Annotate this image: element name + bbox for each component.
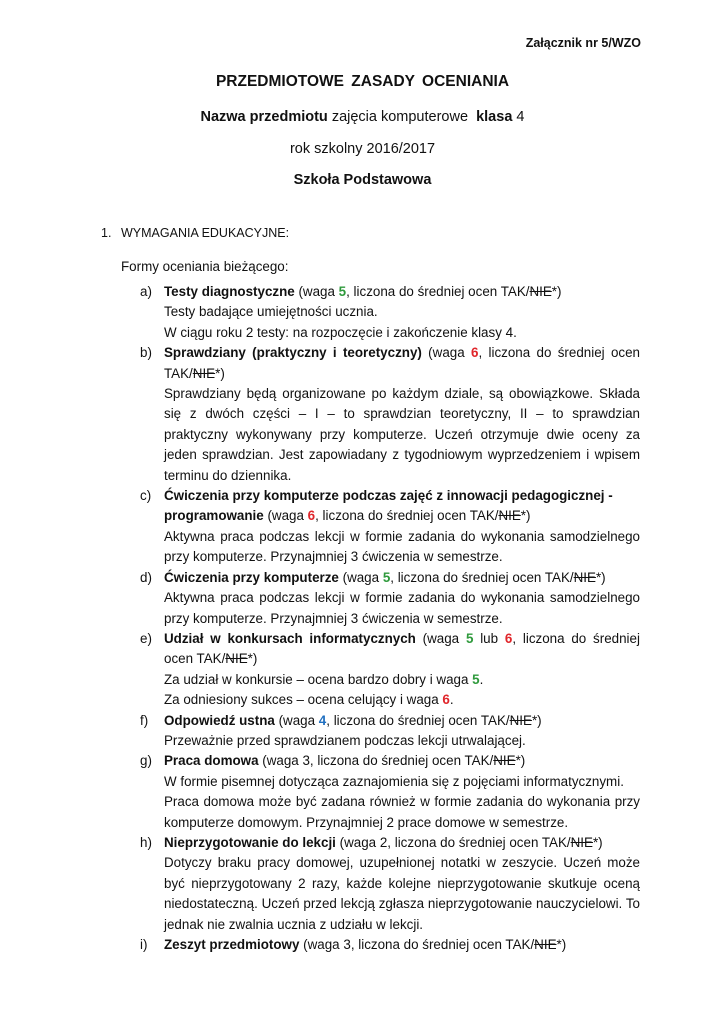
star-text: *) bbox=[515, 753, 526, 769]
item-name: Udział w konkursach informatycznych bbox=[164, 630, 416, 646]
success-weight: 6 bbox=[442, 692, 450, 708]
participation-text: Za udział w konkursie – ocena bardzo dobry i waga bbox=[164, 671, 469, 687]
annex-label: Załącznik nr 5/WZO bbox=[525, 36, 641, 50]
average-text: , liczona do średniej ocen TAK/ bbox=[309, 753, 494, 769]
assessment-list bbox=[140, 282, 640, 955]
weight-word: waga bbox=[271, 508, 304, 524]
subject-value: zajęcia komputerowe bbox=[331, 109, 469, 125]
list-item-i bbox=[140, 935, 640, 955]
section-heading bbox=[101, 226, 289, 240]
item-heading: Sprawdziany (praktyczny i teoretyczny) (waga 6, liczona do średniej ocen TAK/NIE*) bbox=[164, 345, 640, 381]
star-text: *) bbox=[247, 651, 258, 667]
star-text: *) bbox=[520, 508, 531, 524]
item-letter: b) bbox=[140, 345, 152, 361]
weight-value: 6 bbox=[307, 508, 316, 524]
item-heading: Nieprzygotowanie do lekcji (waga 2, liczona do średniej ocen TAK/NIE*) bbox=[164, 834, 603, 850]
list-item-b bbox=[140, 343, 640, 486]
item-letter: g) bbox=[140, 753, 152, 769]
item-desc-1: Testy badające umiejętności ucznia. bbox=[164, 304, 378, 320]
weight-word: waga bbox=[283, 712, 316, 728]
average-text: , liczona do średniej ocen TAK/ bbox=[387, 834, 571, 850]
class-value: 4 bbox=[516, 109, 525, 125]
list-item-h bbox=[140, 833, 640, 935]
list-item-g bbox=[140, 751, 640, 833]
item-name-line2: programowanie bbox=[164, 508, 264, 524]
item-letter: c) bbox=[140, 488, 152, 504]
item-name-line1: Ćwiczenia przy komputerze podczas zajęć z innowacji pedagogicznej - bbox=[164, 488, 613, 504]
average-text: , liczona do średniej ocen TAK/ bbox=[164, 630, 640, 667]
item-heading: Ćwiczenia przy komputerze (waga 5, liczona do średniej ocen TAK/NIE*) bbox=[164, 569, 606, 585]
or-word: lub bbox=[480, 630, 499, 646]
item-desc-2: W ciągu roku 2 testy: na rozpoczęcie i zakończenie klasy 4. bbox=[164, 324, 517, 340]
average-text: , liczona do średniej ocen TAK/ bbox=[164, 345, 640, 381]
weight-word: waga bbox=[432, 345, 465, 361]
item-heading: Udział w konkursach informatycznych (waga 5 lub 6, liczona do średniej ocen TAK/NIE*) bbox=[164, 630, 640, 667]
list-item-d bbox=[140, 568, 640, 629]
weight-value: 2 bbox=[379, 834, 388, 850]
subject-label: Nazwa przedmiotu bbox=[200, 109, 328, 125]
success-text: Za odniesiony sukces – ocena celujący i waga bbox=[164, 692, 439, 708]
list-item-c bbox=[140, 486, 640, 568]
nie-struck: NIE bbox=[493, 753, 516, 769]
weight-value-a: 5 bbox=[465, 630, 474, 646]
item-name: Testy diagnostyczne bbox=[164, 284, 295, 299]
item-letter: a) bbox=[140, 284, 152, 299]
weight-word: waga bbox=[307, 937, 340, 952]
forms-heading: Formy oceniania bieżącego: bbox=[121, 259, 289, 274]
nie-struck: NIE bbox=[509, 712, 532, 728]
section-number: 1. bbox=[101, 226, 112, 240]
weight-value: 4 bbox=[318, 712, 327, 728]
weight-word: waga bbox=[266, 753, 299, 769]
nie-struck: NIE bbox=[225, 651, 248, 667]
list-item-e bbox=[140, 629, 640, 711]
weight-word: waga bbox=[344, 834, 377, 850]
weight-word: waga bbox=[302, 284, 335, 299]
item-name: Praca domowa bbox=[164, 753, 259, 769]
item-letter: f) bbox=[140, 712, 149, 728]
item-desc: Dotyczy braku pracy domowej, uzupełnionej notatki w zeszycie. Uczeń może być nieprzygotowany 2 razy, każde kolejne nieprzygotowanie skutkuje oceną niedostateczną. Uczeń przed lekcją zgłasza nieprzygotowanie nauczycielowi. To jednak nie zwalnia ucznia z udziału w lekcji. bbox=[164, 855, 640, 932]
average-text: , liczona do średniej ocen TAK/ bbox=[390, 569, 574, 585]
item-heading: Odpowiedź ustna (waga 4, liczona do średniej ocen TAK/NIE*) bbox=[164, 712, 542, 728]
item-name: Zeszyt przedmiotowy bbox=[164, 937, 300, 952]
average-text: , liczona do średniej ocen TAK/ bbox=[315, 508, 499, 524]
star-text: *) bbox=[531, 712, 542, 728]
weight-word: waga bbox=[347, 569, 380, 585]
list-item-a bbox=[140, 282, 640, 343]
item-desc-1: Za udział w konkursie – ocena bardzo dobry i waga 5. bbox=[164, 671, 484, 687]
weight-value-b: 6 bbox=[504, 630, 513, 646]
star-text: *) bbox=[595, 569, 606, 585]
school-name: Szkoła Podstawowa bbox=[293, 172, 432, 188]
item-letter: h) bbox=[140, 834, 152, 850]
item-desc: Aktywna praca podczas lekcji w formie zadania do wykonania samodzielnego przy komputerze. Przynajmniej 3 ćwiczenia w semestrze. bbox=[164, 528, 640, 565]
class-label: klasa bbox=[476, 109, 513, 125]
item-desc-2: Za odniesiony sukces – ocena celujący i waga 6. bbox=[164, 692, 454, 708]
item-heading: Testy diagnostyczne (waga 5, liczona do średniej ocen TAK/NIE*) bbox=[164, 284, 562, 299]
item-letter: d) bbox=[140, 569, 152, 585]
item-heading: Praca domowa (waga 3, liczona do średniej ocen TAK/NIE*) bbox=[164, 753, 526, 769]
star-text: *) bbox=[592, 834, 603, 850]
average-text: , liczona do średniej ocen TAK/ bbox=[350, 937, 535, 952]
item-letter: e) bbox=[140, 630, 152, 646]
nie-struck: NIE bbox=[529, 284, 552, 299]
star-text: *) bbox=[556, 937, 567, 952]
school-year: rok szkolny 2016/2017 bbox=[289, 141, 436, 157]
weight-value: 3 bbox=[343, 937, 351, 952]
star-text: *) bbox=[215, 365, 225, 381]
item-desc: Przeważnie przed sprawdzianem podczas lekcji utrwalającej. bbox=[164, 732, 526, 748]
weight-value: 5 bbox=[382, 569, 391, 585]
average-text: , liczona do średniej ocen TAK/ bbox=[346, 284, 530, 299]
item-name: Odpowiedź ustna bbox=[164, 712, 275, 728]
page-title: PRZEDMIOTOWE ZASADY OCENIANIA bbox=[215, 73, 510, 90]
nie-struck: NIE bbox=[570, 834, 593, 850]
nie-struck: NIE bbox=[573, 569, 596, 585]
item-letter: i) bbox=[140, 937, 148, 952]
weight-word: waga bbox=[427, 630, 460, 646]
star-text: *) bbox=[551, 284, 562, 299]
nie-struck: NIE bbox=[534, 937, 557, 952]
item-desc-2: Praca domowa może być zadana również w formie zadania do wykonania przy komputerze domowym. Przynajmniej 2 prace domowe w semestrze. bbox=[164, 794, 640, 830]
item-desc: Aktywna praca podczas lekcji w formie zadania do wykonania samodzielnego przy komputerze. Przynajmniej 3 ćwiczenia w semestrze. bbox=[164, 590, 640, 626]
weight-value: 6 bbox=[471, 345, 479, 361]
item-desc-1: W formie pisemnej dotycząca zaznajomienia się z pojęciami informatycznymi. bbox=[164, 773, 624, 789]
item-heading: Ćwiczenia przy komputerze podczas zajęć z innowacji pedagogicznej - programowanie (waga 6, liczona do średniej ocen TAK/NIE*) bbox=[164, 488, 613, 524]
weight-value: 3 bbox=[302, 753, 310, 769]
nie-struck: NIE bbox=[498, 508, 521, 524]
item-desc: Sprawdziany będą organizowane po każdym dziale, są obowiązkowe. Składa się z dwóch części – I – to sprawdzian teoretyczny, II – to sprawdzian praktyczny wykonywany przy komputerze. Uczeń otrzymuje dwie oceny za jeden sprawdzian. Jest zapowiadany z tygodniowym wyprzedzeniem i wpisem terminu do dziennika. bbox=[164, 386, 640, 483]
subject-line bbox=[0, 109, 725, 125]
section-title: WYMAGANIA EDUKACYJNE: bbox=[121, 226, 290, 240]
average-text: , liczona do średniej ocen TAK/ bbox=[326, 712, 510, 728]
nie-struck: NIE bbox=[192, 365, 216, 381]
list-item-f bbox=[140, 711, 640, 752]
item-name: Ćwiczenia przy komputerze bbox=[164, 569, 339, 585]
participation-weight: 5 bbox=[472, 671, 480, 687]
weight-value: 5 bbox=[338, 284, 347, 299]
item-name: Sprawdziany (praktyczny i teoretyczny) bbox=[164, 345, 422, 361]
item-name: Nieprzygotowanie do lekcji bbox=[164, 834, 336, 850]
item-heading: Zeszyt przedmiotowy (waga 3, liczona do średniej ocen TAK/NIE*) bbox=[164, 937, 567, 952]
